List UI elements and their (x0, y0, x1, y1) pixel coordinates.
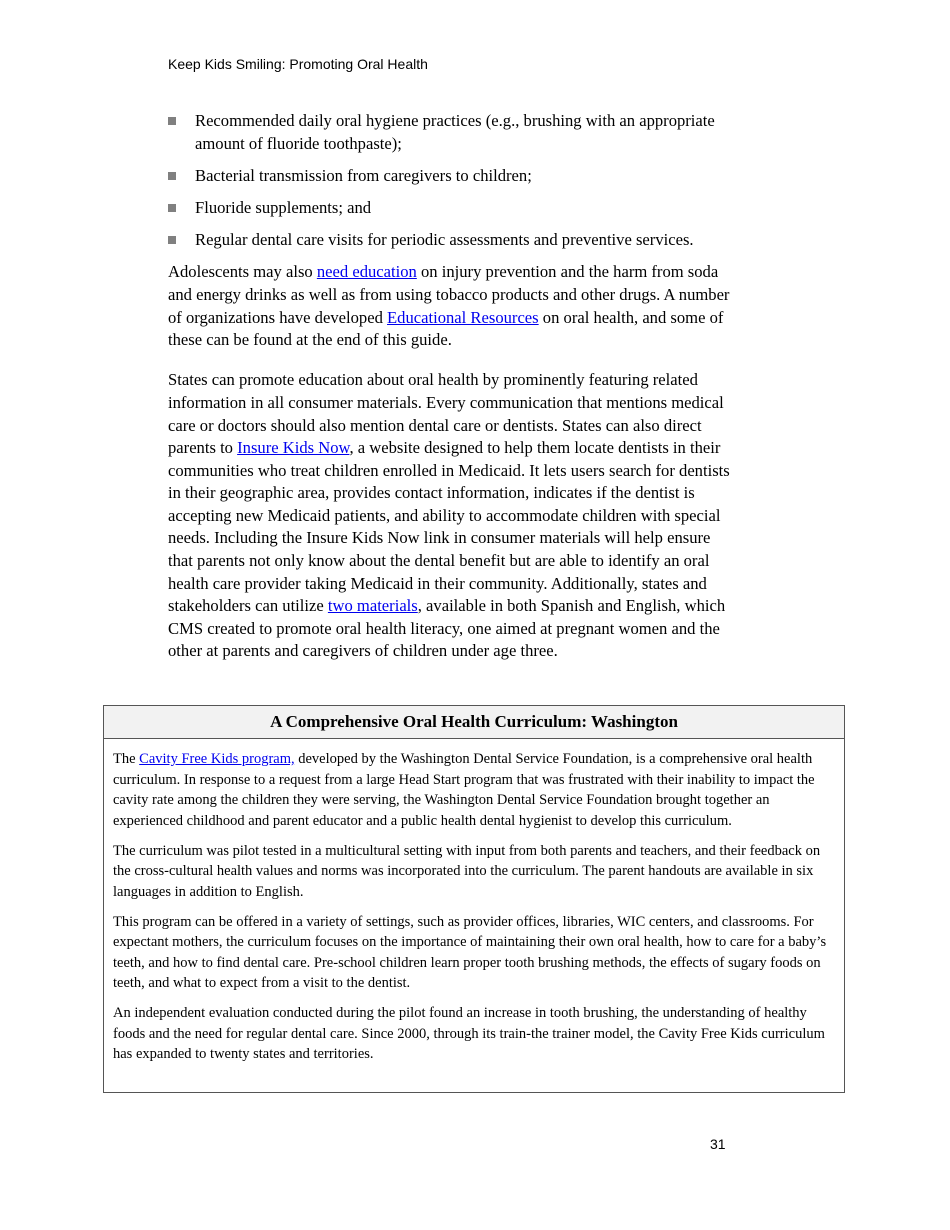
adolescents-paragraph (168, 261, 738, 351)
square-bullet-icon (168, 236, 176, 244)
text-run: The (113, 751, 140, 767)
box-title: A Comprehensive Oral Health Curriculum: Washington (104, 706, 844, 739)
box-paragraph: The curriculum was pilot tested in a multicultural setting with input from both parents and teachers, and their feedback on the cross-cultural health values and norms was incorporated into the curriculum. The parent handouts are available in six languages in addition to English. (113, 842, 821, 900)
list-item-text: Recommended daily oral hygiene practices (e.g., brushing with an appropriate amount of fluoride toothpaste); (195, 111, 715, 153)
text-run: States can promote education about oral health by prominently featuring related information in all consumer materials. Every communication that mentions medical care or doctors should also mention dental care or dentists. States can also direct parents to (168, 370, 724, 458)
states-paragraph (168, 369, 738, 663)
list-item (168, 229, 738, 252)
box-paragraph: An independent evaluation conducted during the pilot found an increase in tooth brushing, the understanding of healthy foods and the need for regular dental care. Since 2000, through its train-the trainer model, the Cavity Free Kids curriculum has expanded to twenty states and territories. (113, 1005, 825, 1062)
square-bullet-icon (168, 172, 176, 180)
main-content (168, 110, 738, 663)
page-number: 31 (710, 1136, 726, 1152)
curriculum-sidebar-box (103, 705, 845, 1093)
box-paragraph: This program can be offered in a variety of settings, such as provider offices, libraries, WIC centers, and classrooms. For expectant mothers, the curriculum focuses on the importance of maintaining their own oral health, how to care for a baby’s teeth, and how to find dental care. Pre-school children learn proper tooth brushing methods, the effects of sugary foods on teeth, and what to expect from a visit to the dentist. (113, 913, 827, 991)
list-item-text: Regular dental care visits for periodic assessments and preventive services. (195, 230, 694, 250)
list-item (168, 197, 738, 220)
educational-resources-link[interactable]: Educational Resources (387, 307, 539, 327)
cavity-free-kids-link[interactable]: Cavity Free Kids program, (139, 751, 295, 767)
text-run: on oral health, and some of these can be found at the end of this guide. (168, 307, 724, 350)
box-paragraph (113, 749, 835, 831)
bullet-list (168, 110, 738, 252)
text-run: , available in both Spanish and English, which CMS created to promote oral health literacy, one aimed at pregnant women and the other at parents and caregivers of children under age three. (168, 596, 726, 661)
two-materials-link[interactable]: two materials (327, 596, 418, 616)
running-header: Keep Kids Smiling: Promoting Oral Health (168, 56, 428, 72)
list-item (168, 165, 738, 188)
list-item-text: Bacterial transmission from caregivers to children; (195, 165, 532, 185)
list-item (168, 110, 738, 155)
text-run: developed by the Washington Dental Service Foundation, is a comprehensive oral health curriculum. In response to a request from a large Head Start program that was frustrated with their inability to impact the cavity rate among the children they were serving, the Washington Dental Service Foundation brought together an experienced childhood and parent educator and a public health dental hygienist to develop this curriculum. (113, 751, 815, 829)
box-body (104, 739, 844, 1065)
text-run: , a website designed to help them locate dentists in their communities who treat children enrolled in Medicaid. It lets users search for dentists in their geographic area, provides contact information, indicates if the dentist is accepting new Medicaid patients, and ability to accommodate children with special needs. Including the Insure Kids Now link in consumer materials will help ensure that parents not only know about the dental benefit but are able to identify an oral health care provider taking Medicaid in their community. Additionally, states and stakeholders can utilize (168, 438, 730, 616)
list-item-text: Fluoride supplements; and (195, 197, 372, 217)
insure-kids-now-link[interactable]: Insure Kids Now (237, 438, 350, 458)
text-run: Adolescents may also (168, 262, 317, 282)
square-bullet-icon (168, 204, 176, 212)
text-run: on injury prevention and the harm from soda and energy drinks as well as from using tobacco products and other drugs. A number of organizations have developed (168, 262, 730, 327)
square-bullet-icon (168, 117, 176, 125)
need-education-link[interactable]: need education (316, 262, 417, 282)
